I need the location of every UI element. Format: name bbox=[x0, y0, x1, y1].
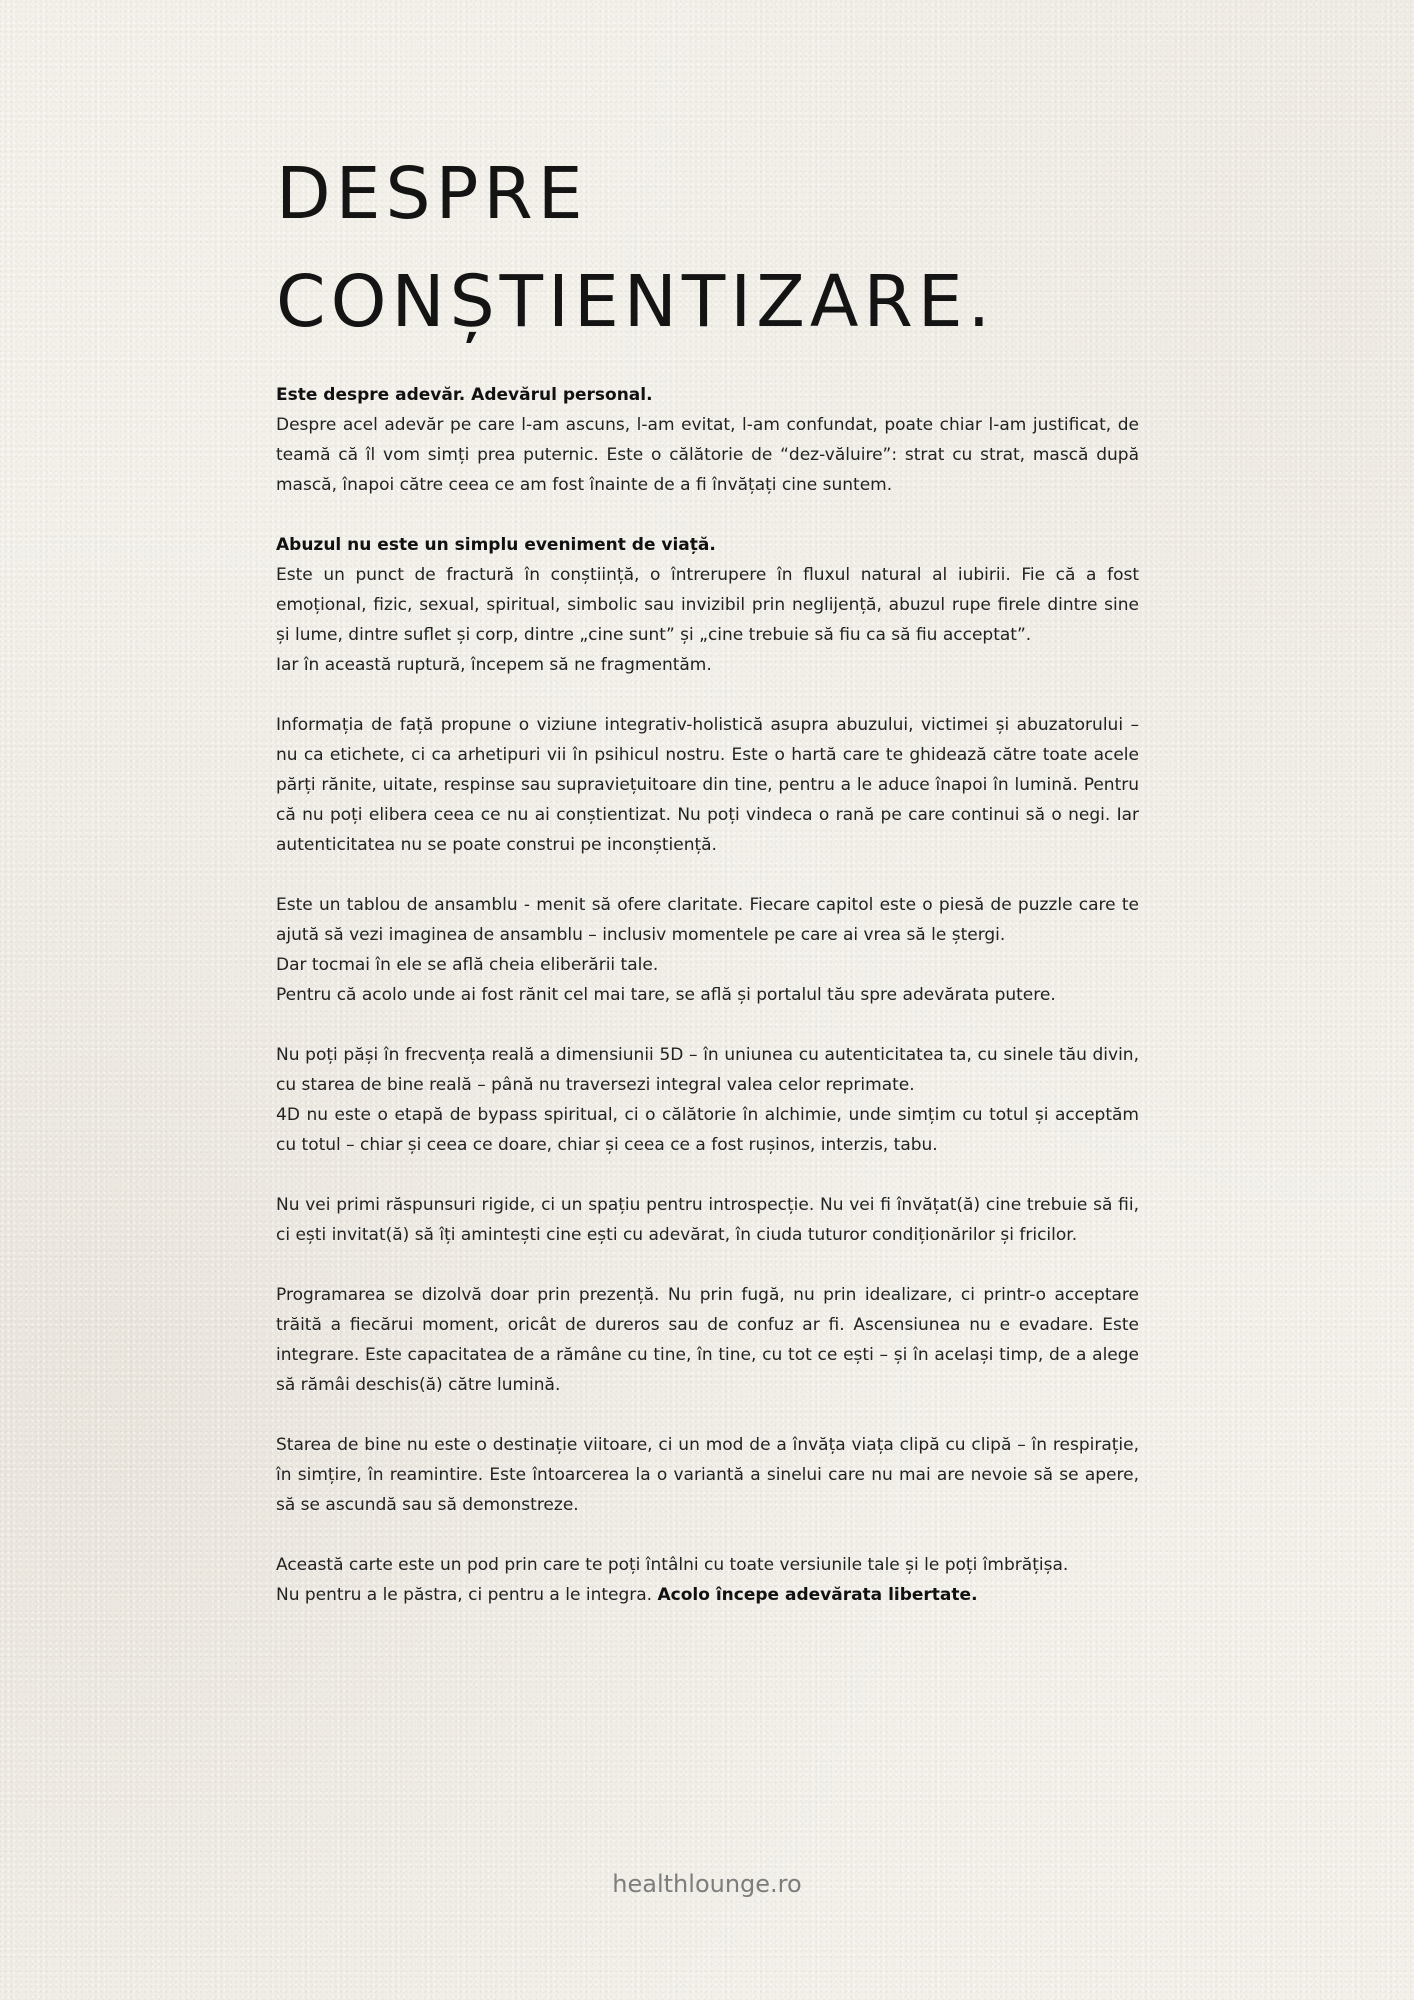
paragraph-introspection bbox=[276, 1190, 1139, 1250]
page-title-line-2: CONȘTIENTIZARE. bbox=[276, 260, 996, 343]
paragraph-text: Nu poți păși în frecvența reală a dimensiunii 5D – în uniunea cu autenticitatea ta, cu sinele tău divin, cu starea de bine reală – până nu traversezi integral valea celor reprimate. bbox=[276, 1045, 1139, 1095]
paragraph-text: Despre acel adevăr pe care l-am ascuns, l-am evitat, l-am confundat, poate chiar l-am justificat, de teamă că îl vom simți prea puternic. Este o călătorie de “dez-văluire”: strat cu strat, mască după mască, înapoi către ceea ce am fost înainte de a fi învățați cine suntem. bbox=[276, 415, 1139, 495]
paragraph-text: Este un punct de fractură în conștiință, o întrerupere în fluxul natural al iubirii. Fie că a fost emoțional, fizic, sexual, spiritual, simbolic sau invizibil prin neglijență, abuzul rupe firele dintre sine și lume, dintre suflet și corp, dintre „cine sunt” și „cine trebuie să fiu ca să fiu acceptat”. bbox=[276, 565, 1139, 645]
paragraph-overview bbox=[276, 890, 1139, 1010]
paragraph-holistic-view bbox=[276, 710, 1139, 860]
closing-statement: Acolo începe adevărata libertate. bbox=[657, 1585, 978, 1605]
footer-website: healthlounge.ro bbox=[612, 1870, 802, 1898]
page-title-line-1: DESPRE bbox=[276, 152, 588, 235]
paragraph-text: Nu pentru a le păstra, ci pentru a le integra. bbox=[276, 1585, 653, 1605]
paragraph-text: Dar tocmai în ele se află cheia eliberării tale. bbox=[276, 955, 659, 975]
paragraph-text: Programarea se dizolvă doar prin prezență. Nu prin fugă, nu prin idealizare, ci printr-o acceptare trăită a fiecărui moment, oricât de dureros sau de confuz ar fi. Ascensiunea nu e evadare. Este integrare. Este capacitatea de a rămâne cu tine, în tine, cu tot ce ești – și în același timp, de a alege să rămâi deschis(ă) către lumină. bbox=[276, 1285, 1139, 1395]
article-body bbox=[276, 380, 1139, 1640]
paragraph-book-bridge bbox=[276, 1550, 1139, 1610]
paragraph-text: Starea de bine nu este o destinație viitoare, ci un mod de a învăța viața clipă cu clipă – în respirație, în simțire, în reamintire. Este întoarcerea la o variantă a sinelui care nu mai are nevoie să se apere, să se ascundă sau să demonstreze. bbox=[276, 1435, 1139, 1515]
paragraph-abuse bbox=[276, 530, 1139, 680]
paragraph-text: Informația de față propune o viziune integrativ-holistică asupra abuzului, victimei și abuzatorului – nu ca etichete, ci ca arhetipuri vii în psihicul nostru. Este o hartă care te ghidează către toate acele părți rănite, uitate, respinse sau supraviețuitoare din tine, pentru a le aduce înapoi în lumină. Pentru că nu poți elibera ceea ce nu ai conștientizat. Nu poți vindeca o rană pe care continui să o negi. Iar autenticitatea nu se poate construi pe inconștiență. bbox=[276, 715, 1139, 855]
page-title bbox=[276, 140, 995, 356]
paragraph-text: Este un tablou de ansamblu - menit să ofere claritate. Fiecare capitol este o piesă de puzzle care te ajută să vezi imaginea de ansamblu – inclusiv momentele pe care ai vrea să le ștergi. bbox=[276, 895, 1139, 945]
paragraph-wellbeing bbox=[276, 1430, 1139, 1520]
paragraph-heading: Este despre adevăr. Adevărul personal. bbox=[276, 385, 653, 405]
paragraph-text: 4D nu este o etapă de bypass spiritual, ci o călătorie în alchimie, unde simțim cu totul și acceptăm cu totul – chiar și ceea ce doare, chiar și ceea ce a fost rușinos, interzis, tabu. bbox=[276, 1105, 1139, 1155]
paragraph-presence bbox=[276, 1280, 1139, 1400]
paragraph-text: Iar în această ruptură, începem să ne fragmentăm. bbox=[276, 655, 712, 675]
paragraph-5d bbox=[276, 1040, 1139, 1160]
paragraph-text: Nu vei primi răspunsuri rigide, ci un spațiu pentru introspecție. Nu vei fi învățat(ă) cine trebuie să fii, ci ești invitat(ă) să îți amintești cine ești cu adevărat, în ciuda tuturor condiționărilor și fricilor. bbox=[276, 1195, 1139, 1245]
paragraph-truth bbox=[276, 380, 1139, 500]
paragraph-text: Pentru că acolo unde ai fost rănit cel mai tare, se află și portalul tău spre adevărata putere. bbox=[276, 985, 1056, 1005]
paragraph-text: Această carte este un pod prin care te poți întâlni cu toate versiunile tale și le poți îmbrățișa. bbox=[276, 1555, 1069, 1575]
paragraph-heading: Abuzul nu este un simplu eveniment de viață. bbox=[276, 535, 716, 555]
